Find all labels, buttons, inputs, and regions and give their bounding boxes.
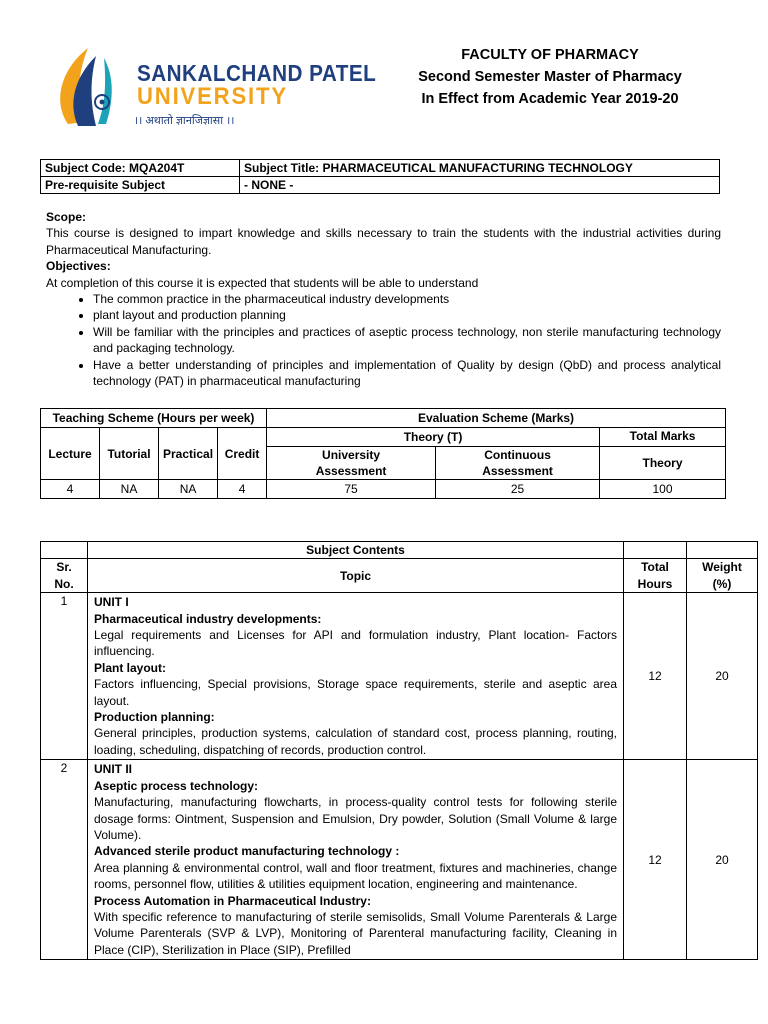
topic-text: With specific reference to manufacturing of sterile semisolids, Small Volume Parenterals & Large Volume Parenterals (SVP & LVP), Monitoring of Parenteral manufacturing facility, Cleaning in Place (CIP), Sterilization in Place (SIP), Prefilled [94,909,617,957]
objective-item: • plant layout and production planning [93,307,721,323]
total-value: 100 [600,480,726,499]
unit-sr: 1 [41,593,88,760]
document-header [395,44,705,110]
semester-title: Second Semester Master of Pharmacy [418,69,682,85]
continuous-label: Continuous [484,448,551,462]
unit-weight: 20 [687,593,758,760]
topic-heading: Pharmaceutical industry developments: [94,611,322,626]
table-row [41,760,758,960]
logo-emblem-icon [48,42,138,134]
continuous-assessment-header [436,447,600,480]
objectives-heading: Objectives: [46,259,111,274]
credit-value: 4 [218,480,267,499]
continuous-value: 25 [436,480,600,499]
prerequisite-value: - NONE - [240,177,720,194]
university-label: University [322,448,381,462]
no-label: No. [54,576,74,591]
assessment-label: Assessment [482,464,553,478]
objective-item: • Have a better understanding of principles and implementation of Quality by design (QbD) and process analytical technology (PAT) in pharmaceutical manufacturing [93,357,721,390]
unit-title: UNIT II [94,762,132,777]
weight-header [687,559,758,593]
unit-topic [88,760,624,960]
topic-heading: Production planning: [94,710,215,725]
topic-heading: Process Automation in Pharmaceutical Industry: [94,893,371,908]
scope-section [46,209,721,389]
table-row [41,593,758,760]
topic-text: General principles, production systems, calculation of standard cost, process planning, routing, loading, scheduling, dispatching of records, production control. [94,726,617,757]
weight-label: Weight [702,560,742,575]
subject-contents-table [40,541,758,960]
prerequisite-label: Pre-requisite Subject [41,177,240,194]
contents-title: Subject Contents [88,542,624,559]
subject-title: Subject Title: PHARMACEUTICAL MANUFACTURING TECHNOLOGY [240,160,720,177]
scope-heading: Scope: [46,210,87,224]
theory-subheader: Theory [600,447,726,480]
unit-hours: 12 [624,593,687,760]
topic-heading: Aseptic process technology: [94,778,259,793]
practical-value: NA [159,480,218,499]
topic-text: Factors influencing, Special provisions, Storage space requirements, sterile and aseptic area layout. [94,677,617,708]
logo-name-line1: SANKALCHAND PATEL [137,60,377,86]
unit-weight: 20 [687,760,758,960]
hours-header [624,559,687,593]
university-assessment-header [267,447,436,480]
topic-text: Legal requirements and Licenses for API and formulation industry, Plant location- Factors influencing. [94,628,617,659]
unit-topic [88,593,624,760]
practical-header: Practical [159,428,218,480]
university-logo [48,42,377,134]
total-marks-header: Total Marks [600,428,726,447]
teaching-scheme-header: Teaching Scheme (Hours per week) [41,409,267,428]
hours-label: Hours [637,576,673,591]
lecture-header: Lecture [41,428,100,480]
assessment-label: Assessment [315,464,387,478]
topic-heading: Advanced sterile product manufacturing technology : [94,844,400,859]
objective-item: • Will be familiar with the principles and practices of aseptic process technology, non sterile manufacturing technology and packaging technology. [93,324,721,357]
tutorial-value: NA [100,480,159,499]
effect-year: In Effect from Academic Year 2019-20 [421,91,679,107]
topic-heading: Plant layout: [94,660,167,675]
unit-hours: 12 [624,760,687,960]
faculty-title: FACULTY OF PHARMACY [461,47,639,63]
scheme-table [40,408,726,499]
sr-no-header [41,559,88,593]
university-value: 75 [267,480,436,499]
theory-header: Theory (T) [267,428,600,447]
topic-text: Area planning & environmental control, wall and floor treatment, fixtures and machineries, change rooms, personnel flow, utilities & utilities equipment location, engineering and maintenance. [94,860,617,892]
topic-text: Manufacturing, manufacturing flowcharts, in process-quality control tests for following sterile dosage forms: Ointment, Suspension and Emulsion, Dry powder, Solution (Small Volume & large Volume). [94,795,617,842]
unit-sr: 2 [41,760,88,960]
objectives-list [46,291,721,389]
tutorial-header: Tutorial [100,428,159,480]
percent-label: (%) [712,576,732,591]
scope-text: This course is designed to impart knowledge and skills necessary to train the students with the industrial activities during Pharmaceutical Manufacturing. [46,226,721,257]
evaluation-scheme-header: Evaluation Scheme (Marks) [267,409,726,428]
objective-item: • The common practice in the pharmaceutical industry developments [93,291,721,307]
sr-label: Sr. [56,560,72,575]
lecture-value: 4 [41,480,100,499]
unit-title: UNIT I [94,595,129,610]
total-label: Total [641,560,669,575]
logo-motto: ।। अथातो ज्ञानजिज्ञासा ।। [134,115,235,127]
subject-info-table [40,159,720,194]
logo-name-line2: UNIVERSITY [137,83,288,110]
topic-header: Topic [88,559,624,593]
objectives-intro: At completion of this course it is expected that students will be able to understand [46,275,479,290]
subject-code: Subject Code: MQA204T [41,160,240,177]
credit-header: Credit [218,428,267,480]
